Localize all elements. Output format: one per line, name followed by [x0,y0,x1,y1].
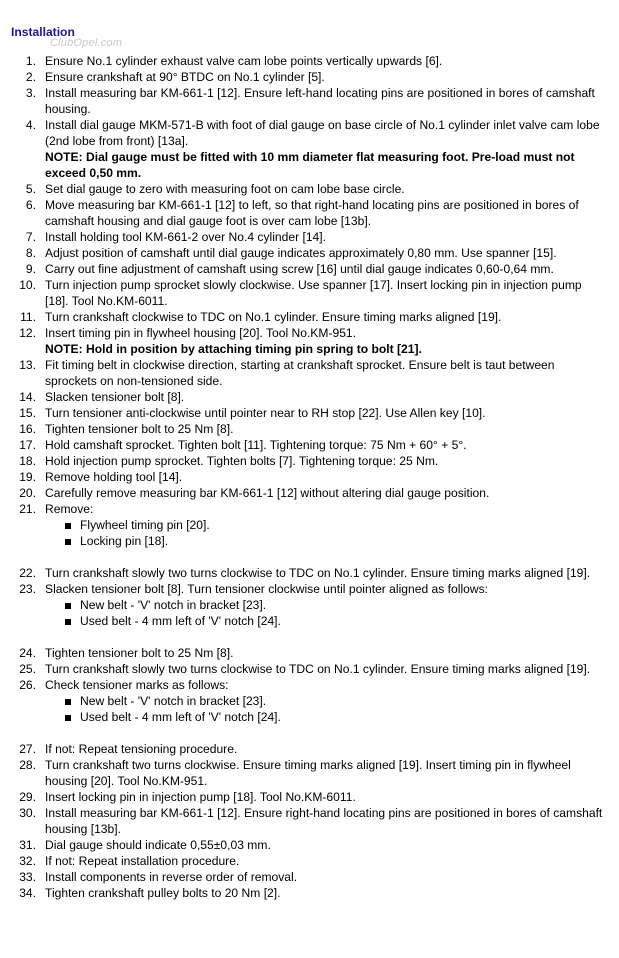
step-text: Install components in reverse order of removal. [45,870,298,884]
step-text: Install dial gauge MKM-571-B with foot of dial gauge on base circle of No.1 cylinder inlet valve cam lobe (2nd lobe from front) [13a]. [45,118,600,148]
sub-list [45,597,607,645]
step-note: NOTE: Dial gauge must be fitted with 10 mm diameter flat measuring foot. Pre-load must not exceed 0,50 mm. [45,150,575,180]
step-item [19,581,607,645]
step-item [19,869,607,885]
step-text: Turn tensioner anti-clockwise until pointer near to RH stop [22]. Use Allen key [10]. [45,406,486,420]
step-number: 30. [19,806,36,820]
step-item [19,421,607,437]
step-text: Install measuring bar KM-661-1 [12]. Ensure left-hand locating pins are positioned in bores of camshaft housing. [45,86,595,116]
step-text: Carefully remove measuring bar KM-661-1 [12] without altering dial gauge position. [45,486,490,500]
step-number: 4. [25,118,36,132]
step-item [19,357,607,389]
step-number: 1. [25,54,36,68]
step-item [19,757,607,789]
step-item [25,197,607,229]
step-item [25,117,607,181]
step-number: 33. [19,870,36,884]
step-item [25,245,607,261]
watermark: ClubOpel.com [50,37,123,49]
step-text: Fit timing belt in clockwise direction, starting at crankshaft sprocket. Ensure belt is taut between sprockets on non-tensioned side. [45,358,555,388]
step-item [25,69,607,85]
step-text: If not: Repeat installation procedure. [45,854,240,868]
step-number: 31. [19,838,36,852]
step-item [19,453,607,469]
step-text: Turn injection pump sprocket slowly clockwise. Use spanner [17]. Insert locking pin in injection pump [18]. Tool No.KM-6011. [45,278,582,308]
step-item [25,261,607,277]
step-item [19,837,607,853]
step-number: 24. [19,646,36,660]
step-text: Tighten tensioner bolt to 25 Nm [8]. [45,422,234,436]
step-note: NOTE: Hold in position by attaching timing pin spring to bolt [21]. [45,342,422,356]
step-number: 28. [19,758,36,772]
step-item [25,229,607,245]
step-text: Install measuring bar KM-661-1 [12]. Ensure right-hand locating pins are positioned in bores of camshaft housing [13b]. [45,806,603,836]
step-text: Tighten crankshaft pulley bolts to 20 Nm [2]. [45,886,281,900]
step-text: Turn crankshaft slowly two turns clockwise to TDC on No.1 cylinder. Ensure timing marks aligned [19]. [45,662,591,676]
step-text: Slacken tensioner bolt [8]. Turn tensioner clockwise until pointer aligned as follows: [45,582,489,596]
step-number: 8. [25,246,36,260]
step-number: 34. [19,886,36,900]
step-text: Hold injection pump sprocket. Tighten bolts [7]. Tightening torque: 25 Nm. [45,454,439,468]
step-text: Dial gauge should indicate 0,55±0,03 mm. [45,838,271,852]
sub-list-item: New belt - 'V' notch in bracket [23]. [65,693,607,709]
step-item [25,85,607,117]
step-number: 13. [19,358,36,372]
step-number: 25. [19,662,36,676]
step-text: Move measuring bar KM-661-1 [12] to left, so that right-hand locating pins are positioned in bores of camshaft housing and dial gauge foot is over cam lobe [13b]. [45,198,579,228]
step-item [19,437,607,453]
step-text: Set dial gauge to zero with measuring foot on cam lobe base circle. [45,182,405,196]
step-text: Turn crankshaft clockwise to TDC on No.1 cylinder. Ensure timing marks aligned [19]. [45,310,502,324]
step-number: 6. [25,198,36,212]
step-number: 19. [19,470,36,484]
step-number: 10. [19,278,36,292]
step-text: Insert timing pin in flywheel housing [20]. Tool No.KM-951. [45,326,357,340]
sub-list [45,517,607,565]
step-text: Hold camshaft sprocket. Tighten bolt [11]. Tightening torque: 75 Nm + 60° + 5°. [45,438,467,452]
step-text: Turn crankshaft slowly two turns clockwise to TDC on No.1 cylinder. Ensure timing marks aligned [19]. [45,566,591,580]
step-text: Ensure No.1 cylinder exhaust valve cam lobe points vertically upwards [6]. [45,54,443,68]
step-number: 23. [19,582,36,596]
step-item [19,501,607,565]
sub-list-item: Flywheel timing pin [20]. [65,517,607,533]
step-number: 15. [19,406,36,420]
step-text: Remove: [45,502,94,516]
step-item [19,277,607,309]
step-number: 21. [19,502,36,516]
step-item [19,885,607,901]
step-number: 22. [19,566,36,580]
step-text: Carry out fine adjustment of camshaft using screw [16] until dial gauge indicates 0,60-0,64 mm. [45,262,554,276]
step-item [19,645,607,661]
sub-list [45,693,607,741]
step-number: 18. [19,454,36,468]
step-number: 9. [25,262,36,276]
step-text: Insert locking pin in injection pump [18]. Tool No.KM-6011. [45,790,356,804]
step-item [19,741,607,757]
step-number: 3. [25,86,36,100]
step-text: Slacken tensioner bolt [8]. [45,390,185,404]
step-item [19,469,607,485]
step-item [19,565,607,581]
step-number: 16. [19,422,36,436]
step-text: Turn crankshaft two turns clockwise. Ensure timing marks aligned [19]. Insert timing pin in flywheel housing [20]. Tool No.KM-951. [45,758,571,788]
step-number: 29. [19,790,36,804]
step-text: Ensure crankshaft at 90° BTDC on No.1 cylinder [5]. [45,70,325,84]
step-text: Tighten tensioner bolt to 25 Nm [8]. [45,646,234,660]
step-item [25,53,607,69]
step-item [19,853,607,869]
step-item [19,789,607,805]
step-number: 32. [19,854,36,868]
step-number: 14. [19,390,36,404]
step-number: 2. [25,70,36,84]
step-number: 11. [20,310,36,324]
step-number: 26. [19,678,36,692]
step-item [20,309,607,325]
installation-steps [0,53,607,901]
step-number: 5. [25,182,36,196]
step-item [19,661,607,677]
sub-list-item: Used belt - 4 mm left of 'V' notch [24]. [65,709,607,725]
step-text: If not: Repeat tensioning procedure. [45,742,238,756]
sub-list-item: Used belt - 4 mm left of 'V' notch [24]. [65,613,607,629]
step-item [19,325,607,357]
step-item [19,405,607,421]
step-number: 27. [19,742,36,756]
step-text: Adjust position of camshaft until dial gauge indicates approximately 0,80 mm. Use spanner [15]. [45,246,557,260]
step-item [19,805,607,837]
step-number: 12. [19,326,36,340]
step-item [19,677,607,741]
sub-list-item: Locking pin [18]. [65,533,607,549]
step-number: 17. [19,438,36,452]
step-text: Install holding tool KM-661-2 over No.4 cylinder [14]. [45,230,326,244]
step-text: Remove holding tool [14]. [45,470,183,484]
step-item [19,389,607,405]
step-number: 7. [25,230,36,244]
step-text: Check tensioner marks as follows: [45,678,229,692]
step-item [25,181,607,197]
step-number: 20. [19,486,36,500]
page-title: Installation [11,25,75,39]
sub-list-item: New belt - 'V' notch in bracket [23]. [65,597,607,613]
step-item [19,485,607,501]
